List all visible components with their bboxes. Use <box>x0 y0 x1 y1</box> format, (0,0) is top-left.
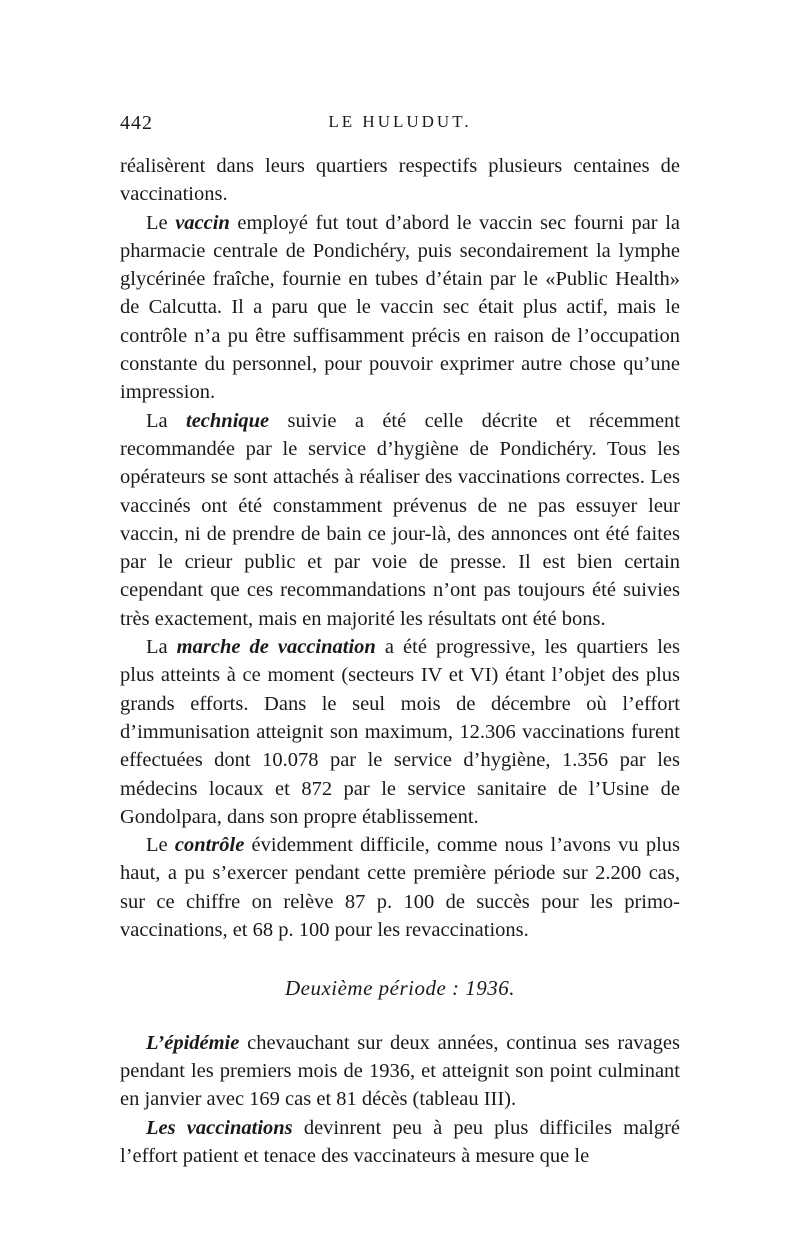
paragraph-keyword: marche de vaccination <box>176 636 376 659</box>
paragraph-lead: La <box>146 636 177 659</box>
paragraph-text: employé fut tout d’abord le vaccin sec fourni par la pharmacie centrale de Pondichéry, puis secondairement la lymphe glycérinée fraîche, fournie en tubes d’étain par le «Public Health» de Calcutta. Il a paru que le vaccin sec était plus actif, mais le contrôle n’a pu être suffisamment précis en raison de l’occupation constante du personnel, pour pouvoir exprimer autre chose qu’une impression. <box>120 211 680 404</box>
paragraph-keyword: vaccin <box>175 211 230 234</box>
section-heading: Deuxième période : 1936. <box>284 976 516 1001</box>
paragraph <box>120 209 680 407</box>
paragraph <box>120 633 680 831</box>
body-text <box>120 152 680 1170</box>
paragraph-keyword: technique <box>186 409 270 432</box>
paragraph-keyword: contrôle <box>174 834 245 857</box>
paragraph-text: réalisèrent dans leurs quartiers respectifs plusieurs centaines de vaccinations. <box>120 155 680 206</box>
paragraph-lead: La <box>146 409 186 432</box>
paragraph-text: évidemment difficile, comme nous l’avons vu plus haut, a pu s’exercer pendant cette première période sur 2.200 cas, sur ce chiffre on relève 87 p. 100 de succès pour les primo-vaccinations, et 68 p. 100 pour les revaccinations. <box>120 834 680 942</box>
paragraph-keyword: Les vaccinations <box>146 1116 293 1139</box>
paragraph <box>120 831 680 944</box>
paragraph-text: devinrent peu à peu plus difficiles malgré l’effort patient et tenace des vaccinateurs à mesure que le <box>120 1116 681 1167</box>
running-title: LE HULUDUT. <box>328 112 472 131</box>
paragraph-text: suivie a été celle décrite et récemment recommandée par le service d’hygiène de Pondichéry. Tous les opérateurs se sont attachés à réaliser des vaccinations correctes. Les vaccinés ont été constamment prévenus de ne pas essuyer leur vaccin, ni de prendre de bain ce jour-là, des annonces ont été faites par le crieur public et par voie de presse. Il est bien certain cependant que ces recommandations n’ont pas toujours été suivies très exactement, mais en majorité les résultats ont été bons. <box>120 409 681 630</box>
paragraph-keyword: L’épidémie <box>146 1031 240 1054</box>
paragraph-text: chevauchant sur deux années, continua ses ravages pendant les premiers mois de 1936, et atteignit son point culminant en janvier avec 169 cas et 81 décès (tableau III). <box>120 1031 680 1111</box>
page-number: 442 <box>120 112 153 134</box>
paragraph-lead: Le <box>146 211 176 234</box>
paragraph <box>120 1029 680 1114</box>
paragraph-text: a été progressive, les quartiers les plus atteints à ce moment (secteurs IV et VI) étant l’objet des plus grands efforts. Dans le seul mois de décembre où l’effort d’immunisation atteignit son maximum, 12.306 vaccinations furent effectuées dont 10.078 par le service d’hygiène, 1.356 par les médecins locaux et 872 par le service sanitaire de l’Usine de Gondolpara, dans son propre établissement. <box>120 636 680 828</box>
paragraph-lead: Le <box>146 834 175 857</box>
paragraph <box>120 407 680 633</box>
paragraph <box>120 1114 680 1171</box>
paragraph <box>120 152 680 209</box>
page-header <box>120 112 680 142</box>
